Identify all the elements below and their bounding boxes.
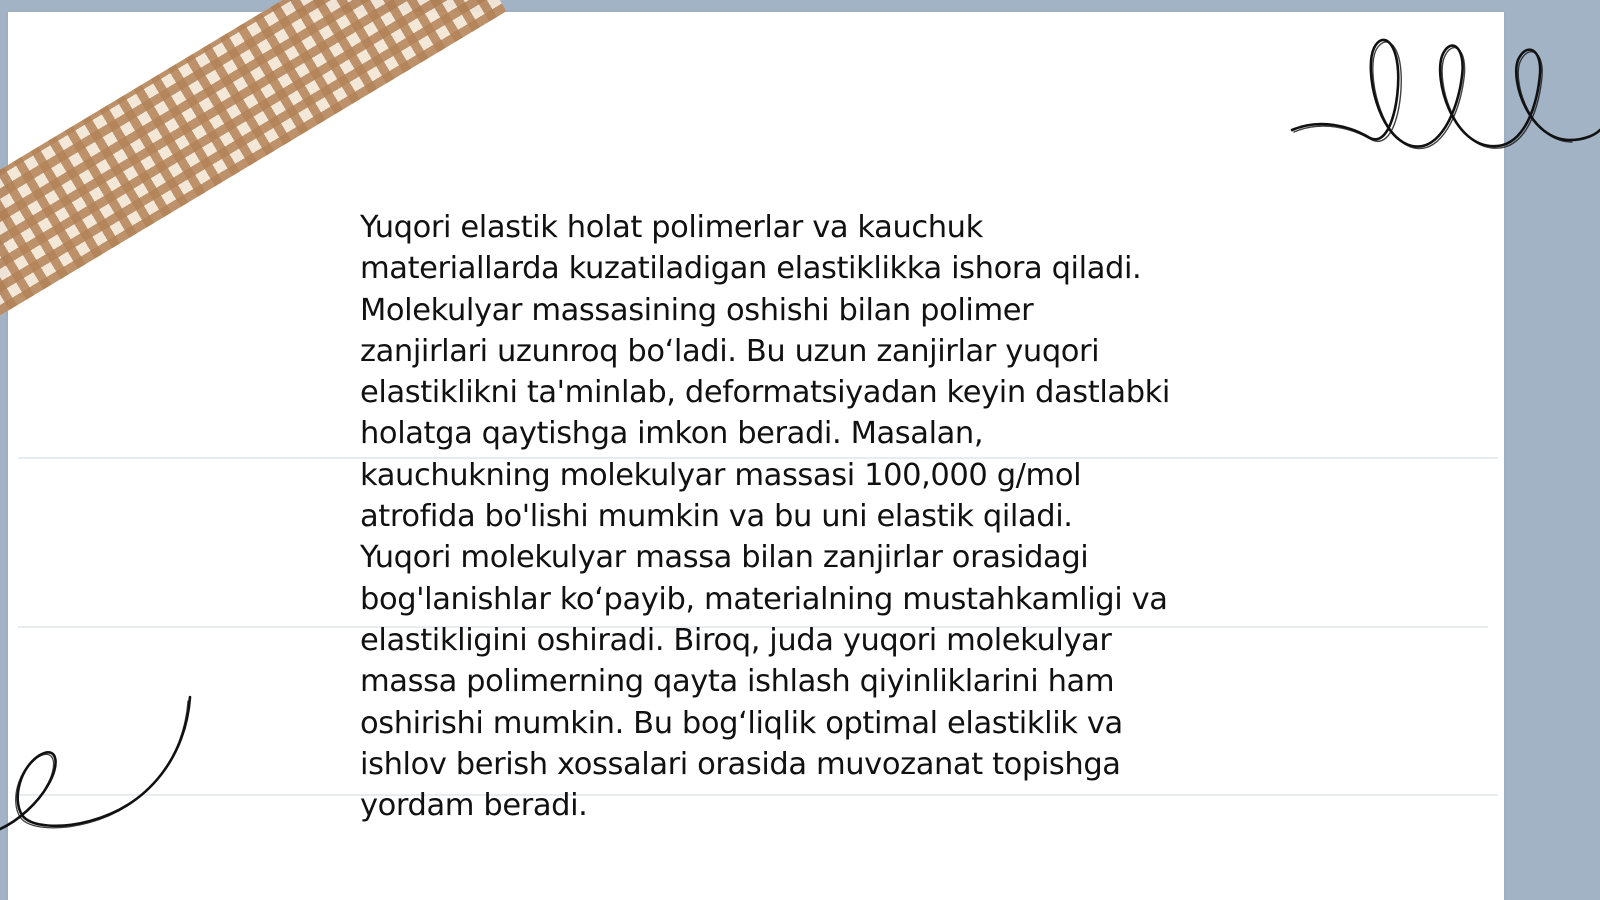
body-paragraph: Yuqori elastik holat polimerlar va kauchuk materiallarda kuzatiladigan elastiklikka ishora qiladi. Molekulyar massasining oshishi bilan polimer zanjirlari uzunroq bo‘ladi. Bu uzun zanjirlar yuqori elastiklikni ta'minlab, deformatsiyadan keyin dastlabki holatga qaytishga imkon beradi. Masalan, kauchukning molekulyar massasi 100,000 g/mol atrofida bo'lishi mumkin va bu uni elastik qiladi. Yuqori molekulyar massa bilan zanjirlar orasidagi bog'lanishlar ko‘payib, materialning mustahkamligi va elastikligini oshiradi. Biroq, juda yuqori molekulyar massa polimerning qayta ishlash qiyinliklarini ham oshirishi mumkin. Bu bog‘liqlik optimal elastiklik va ishlov berish xossalari orasida muvozanat topishga yordam beradi.: [360, 210, 1171, 824]
swirl-squiggle-icon: [0, 695, 200, 855]
loop-squiggle-icon: [1290, 30, 1600, 165]
